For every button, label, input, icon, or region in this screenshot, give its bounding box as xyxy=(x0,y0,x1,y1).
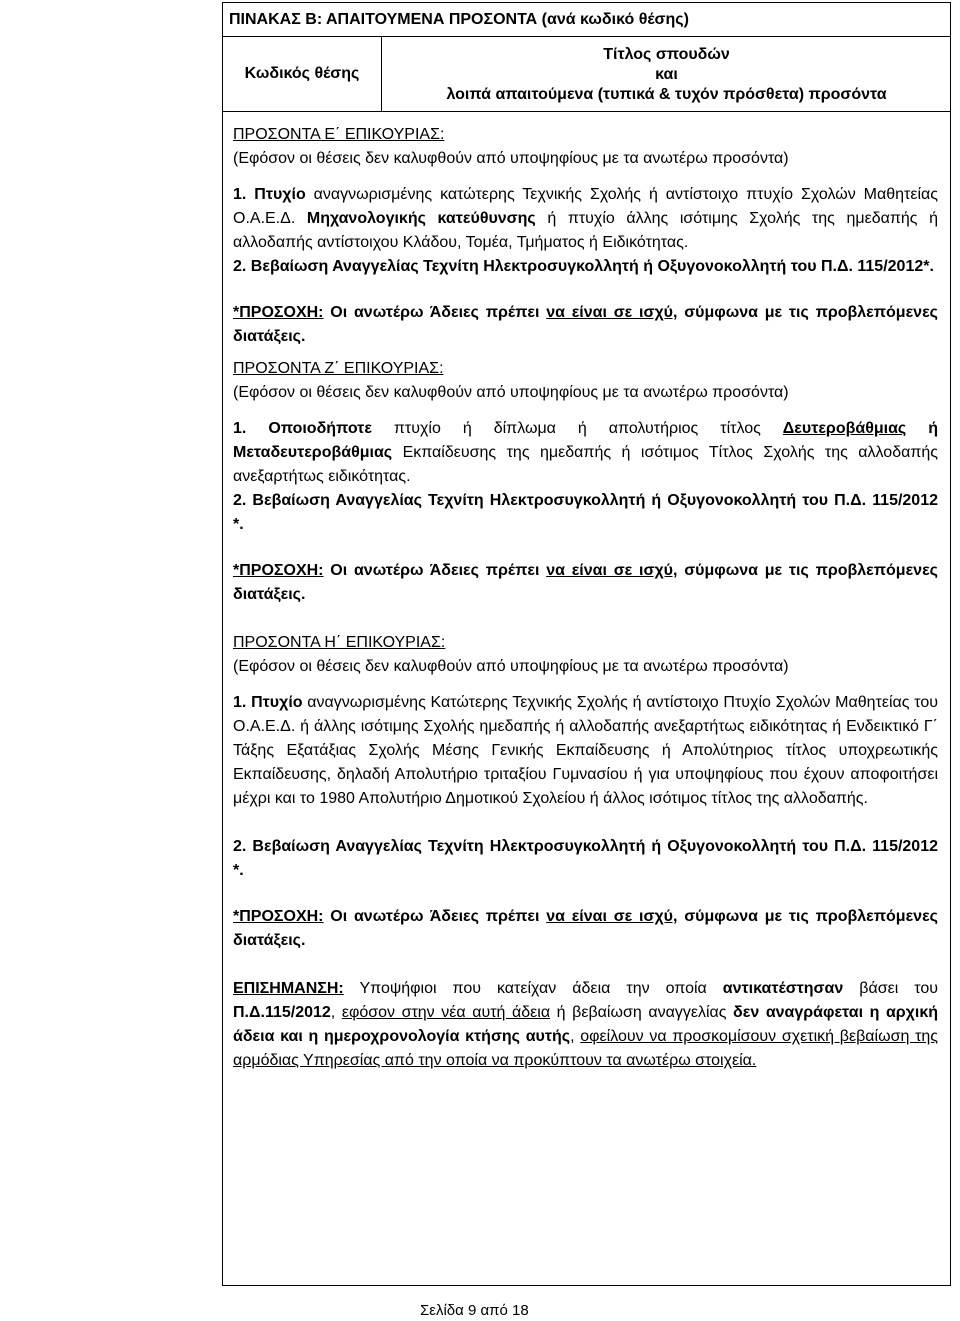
section-h-condition: (Εφόσον οι θέσεις δεν καλυφθούν από υποψηφίους με τα ανωτέρω προσόντα) xyxy=(233,658,789,675)
section-e-item-1 xyxy=(233,183,938,255)
remark-text: , xyxy=(570,1028,581,1045)
item-text: Εκπαίδευσης της ημεδαπής ή ισότιμος Τίτλος Σχολής της αλλοδαπής ανεξαρτήτως ειδικότητας. xyxy=(233,444,938,485)
section-e-condition: (Εφόσον οι θέσεις δεν καλυφθούν από υποψηφίους με τα ανωτέρω προσόντα) xyxy=(233,150,789,167)
section-z-condition: (Εφόσον οι θέσεις δεν καλυφθούν από υποψηφίους με τα ανωτέρω προσόντα) xyxy=(233,384,789,401)
section-h-item-2: 2. Βεβαίωση Αναγγελίας Τεχνίτη Ηλεκτροσυγκολλητή ή Οξυγονοκολλητή του Π.Δ. 115/2012 *. xyxy=(233,838,938,879)
section-h-note xyxy=(233,905,938,953)
header-qualifications xyxy=(381,45,952,105)
degree-label: Πτυχίο xyxy=(254,186,306,203)
page-number: Σελίδα 9 από 18 xyxy=(420,1302,529,1319)
section-h-heading: ΠΡΟΣΟΝΤΑ Η΄ ΕΠΙΚΟΥΡΙΑΣ: xyxy=(233,634,446,651)
section-e-note xyxy=(233,301,938,349)
header-position-code: Κωδικός θέσης xyxy=(244,65,360,82)
note-text: Οι ανωτέρω Άδειες πρέπει xyxy=(323,908,547,925)
remark-underlined: οφείλουν να προσκομίσουν σχετική βεβαίωση της αρμόδιας Υπηρεσίας από την οποία να προκύπτουν τα ανωτέρω στοιχεία. xyxy=(233,1028,939,1069)
note-text: σύμφωνα με τις προβλεπόμενες διατάξεις. xyxy=(233,304,938,345)
degree-label: Πτυχίο xyxy=(251,694,303,711)
section-h-item-1 xyxy=(233,691,938,811)
remark-bold: αντικατέστησαν xyxy=(722,980,844,997)
note-text: Οι ανωτέρω Άδειες πρέπει xyxy=(323,562,547,579)
note-text: σύμφωνα με τις προβλεπόμενες διατάξεις. xyxy=(233,562,938,603)
section-e-item-2: 2. Βεβαίωση Αναγγελίας Τεχνίτη Ηλεκτροσυγκολλητή ή Οξυγονοκολλητή του Π.Δ. 115/2012*. xyxy=(233,258,934,275)
item-text xyxy=(906,420,928,437)
table-header-row xyxy=(223,37,950,112)
remark-text: βάσει του xyxy=(843,980,938,997)
item-text: πτυχίο ή δίπλωμα ή απολυτήριος τίτλος xyxy=(371,420,783,437)
note-underlined: να είναι σε ισχύ, xyxy=(546,304,678,321)
section-z-item-1 xyxy=(233,417,938,489)
remark-decree: Π.Δ.115/2012 xyxy=(233,1004,331,1021)
section-z-heading: ΠΡΟΣΟΝΤΑ Ζ΄ ΕΠΙΚΟΥΡΙΑΣ: xyxy=(233,360,444,377)
post-secondary-label: ή Μεταδευτεροβάθμιας xyxy=(233,420,938,461)
remark-text: , xyxy=(330,1004,342,1021)
header-qualifications-line1: Τίτλος σπουδών xyxy=(603,46,730,63)
note-text: σύμφωνα με τις προβλεπόμενες διατάξεις. xyxy=(233,908,938,949)
item-number: 1. xyxy=(233,694,252,711)
remark-underlined: εφόσον στην νέα αυτή άδεια xyxy=(341,1004,551,1021)
remark-paragraph xyxy=(233,977,938,1073)
note-underlined: να είναι σε ισχύ, xyxy=(546,562,678,579)
specialization-label: Μηχανολογικής κατεύθυνσης xyxy=(306,210,536,227)
note-underlined: να είναι σε ισχύ, xyxy=(546,908,678,925)
note-label: *ΠΡΟΣΟΧΗ: xyxy=(233,908,324,925)
item-text: αναγνωρισμένης κατώτερης Τεχνικής Σχολής ή αντίστοιχο πτυχίο Σχολών Μαθητείας Ο.Α.Ε.Δ. xyxy=(233,186,938,227)
table-title: ΠΙΝΑΚΑΣ Β: ΑΠΑΙΤΟΥΜΕΝΑ ΠΡΟΣΟΝΤΑ (ανά κωδικό θέσης) xyxy=(229,11,689,28)
item-number: 1. xyxy=(233,420,269,437)
remark-bold: δεν αναγράφεται η αρχική άδεια και η ημεροχρονολογία κτήσης αυτής xyxy=(233,1004,939,1045)
section-z-note xyxy=(233,559,938,607)
section-z-item-2: 2. Βεβαίωση Αναγγελίας Τεχνίτη Ηλεκτροσυγκολλητή ή Οξυγονοκολλητή του Π.Δ. 115/2012 *. xyxy=(233,492,938,533)
header-qualifications-line3: λοιπά απαιτούμενα (τυπικά & τυχόν πρόσθετα) προσόντα xyxy=(446,86,887,103)
table-title-row xyxy=(223,3,950,37)
note-label: *ΠΡΟΣΟΧΗ: xyxy=(233,304,324,321)
secondary-label: Δευτεροβάθμιας xyxy=(782,420,907,437)
requirements-table xyxy=(222,2,951,1286)
section-e-heading: ΠΡΟΣΟΝΤΑ Ε΄ ΕΠΙΚΟΥΡΙΑΣ: xyxy=(233,126,445,143)
remark-label: ΕΠΙΣΗΜΑΝΣΗ: xyxy=(233,980,344,997)
note-label: *ΠΡΟΣΟΧΗ: xyxy=(233,562,324,579)
remark-text: Υποψήφιοι που κατείχαν άδεια την οποία xyxy=(343,980,723,997)
item-number: 1. xyxy=(233,186,255,203)
note-text: Οι ανωτέρω Άδειες πρέπει xyxy=(323,304,547,321)
item-text: ή πτυχίο άλλης ισότιμης Σχολής της ημεδαπής ή αλλοδαπής αντίστοιχου Κλάδου, Τομέα, Τμήματος ή Ειδικότητας. xyxy=(233,210,938,251)
qualifications-cell xyxy=(233,123,938,1073)
header-qualifications-line2: και xyxy=(655,66,678,83)
item-text: αναγνωρισμένης Κατώτερης Τεχνικής Σχολής ή αντίστοιχο Πτυχίο Σχολών Μαθητείας του Ο.Α.Ε.Δ. ή άλλης ισότιμης Σχολής ημεδαπής ή αλλοδαπής ανεξαρτήτως ειδικότητας ή Ενδεικτικό Γ΄ Τάξης Εξατάξιας Σχολής Μέσης Γενικής Εκπαίδευσης ή Απολύτηριος τίτλος υποχρεωτικής Εκπαίδευσης, δηλαδή Απολυτήριο τριταξίου Γυμνασίου ή για υποψηφίους που έχουν αποφοιτήσει μέχρι και το 1980 Απολυτήριο Δημοτικού Σχολείου ή άλλος ισότιμος τίτλος της αλλοδαπής. xyxy=(233,694,938,807)
any-degree-label: Οποιοδήποτε xyxy=(268,420,372,437)
remark-text: ή βεβαίωση αναγγελίας xyxy=(550,1004,734,1021)
